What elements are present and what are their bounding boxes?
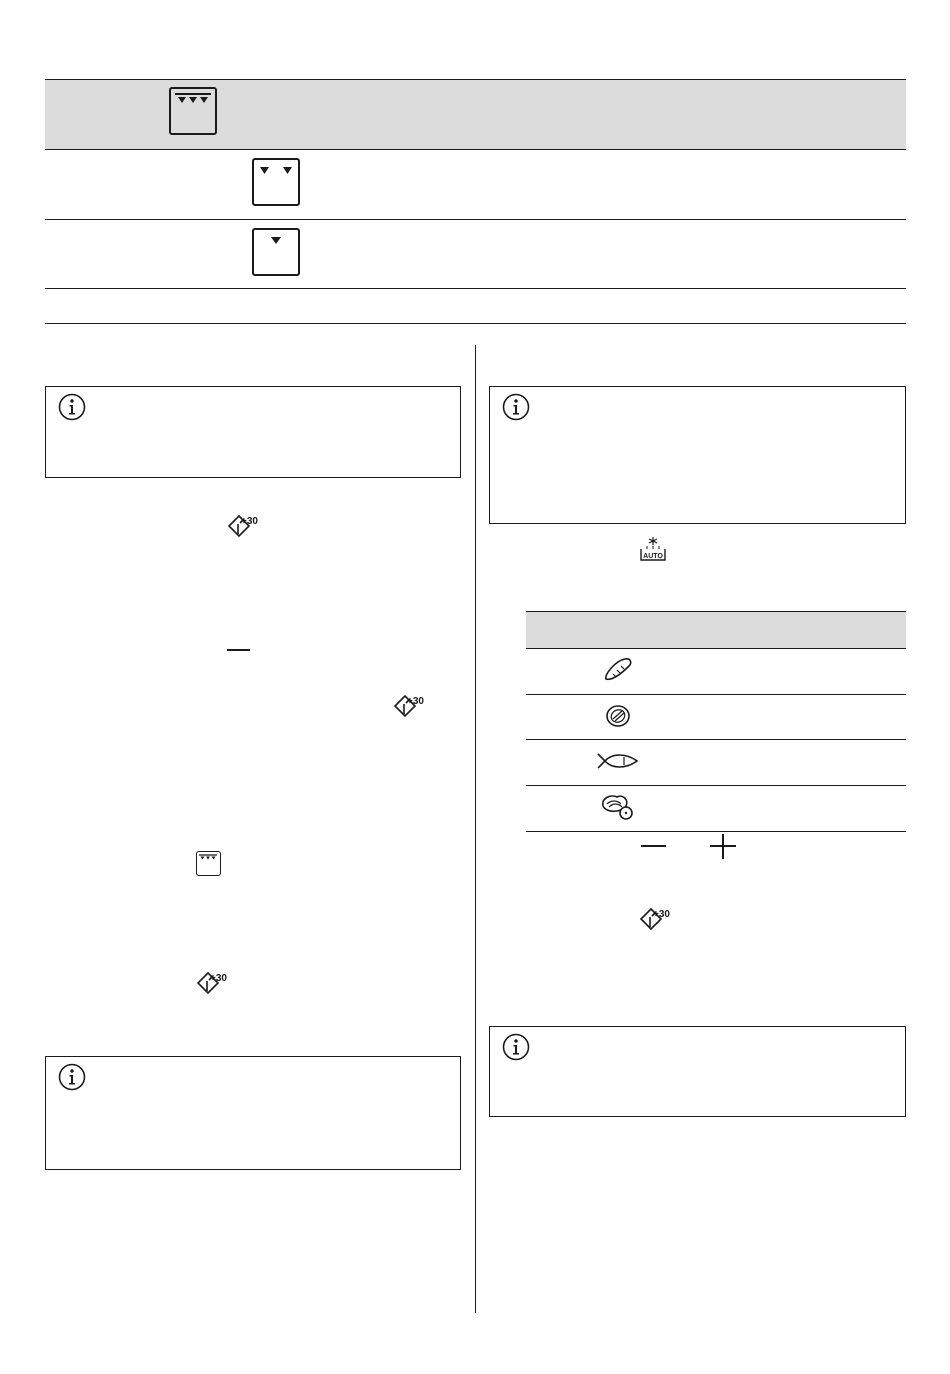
bread-icon (601, 655, 635, 685)
food-table-header (526, 612, 906, 648)
oven-two-level-icon (252, 158, 300, 206)
svg-text:+30: +30 (210, 973, 227, 984)
note-box-left-2 (45, 1056, 461, 1170)
food-table-rule-header (526, 648, 906, 649)
top-table-rule-top (45, 79, 906, 80)
food-table-rule-3 (526, 785, 906, 786)
oven-three-level-icon (169, 87, 217, 135)
food-table-rule-2 (526, 739, 906, 740)
info-icon (502, 393, 530, 421)
auto-weight-defrost-icon (638, 535, 668, 563)
minus-icon (641, 845, 666, 847)
svg-text:+30: +30 (407, 696, 424, 707)
oven-three-level-small-icon (196, 851, 221, 876)
column-divider (475, 345, 476, 1313)
time-extension-plus-30-icon (392, 693, 432, 723)
info-icon (502, 1033, 530, 1061)
minus-icon (227, 649, 250, 651)
time-extension-plus-30-icon (195, 970, 235, 1000)
food-table-rule-1 (526, 694, 906, 695)
top-table-rule-row2 (45, 288, 906, 289)
note-box-left-1 (45, 386, 461, 478)
info-icon (58, 1063, 86, 1091)
time-extension-plus-30-icon (638, 906, 678, 936)
top-table-rule-bottom (45, 323, 906, 324)
top-table-rule-row1 (45, 219, 906, 220)
note-box-right-1 (489, 386, 906, 524)
plus-icon (722, 834, 724, 859)
fish-icon (596, 750, 640, 772)
note-box-right-2 (489, 1026, 906, 1117)
oven-one-level-icon (252, 228, 300, 276)
top-table-rule-header (45, 149, 906, 150)
food-table-rule-top (526, 611, 906, 612)
time-extension-plus-30-icon (226, 513, 266, 543)
meat-icon (603, 701, 633, 731)
mixed-food-icon (599, 792, 637, 822)
svg-text:AUTO: AUTO (643, 553, 663, 560)
svg-text:+30: +30 (241, 516, 258, 527)
food-table-rule-bottom (526, 831, 906, 832)
svg-text:+30: +30 (653, 909, 670, 920)
info-icon (58, 393, 86, 421)
